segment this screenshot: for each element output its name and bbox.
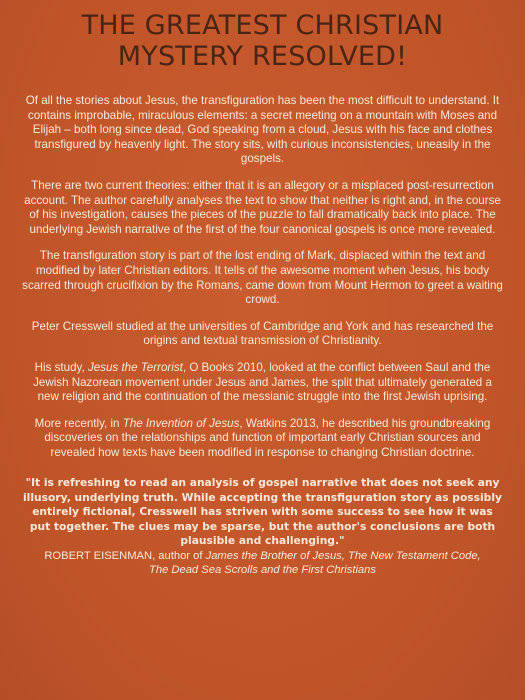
paragraph-previous-study <box>22 361 503 405</box>
paragraph-theories: There are two current theories: either that it is an allegory or a misplaced post-resurrection account. The author carefully analyses the text to show that neither is right and, in the course of his investigation, causes the pieces of the puzzle to fall dramatically back into place. The underlying Jewish narrative of the first of the four canonical gospels is once more revealed. <box>24 178 501 236</box>
endorsement-attribution <box>22 549 503 578</box>
paragraph-lost-ending: The transfiguration story is part of the lost ending of Mark, displaced within the text and modified by later Christian editors. It tells of the awesome moment when Jesus, his body scarred through crucifixion by the Romans, came down from Mount Hermon to greet a waiting crowd. <box>22 249 503 307</box>
previous-study-book-title: Jesus the Terrorist <box>87 360 183 374</box>
previous-study-text-before: His study, <box>34 360 88 374</box>
recent-work-text-before: More recently, in <box>34 416 123 430</box>
previous-study-text-after: , O Books 2010, looked at the conflict between Saul and the Jewish Nazorean movement under Jesus and James, the split that ultimately generated a new religion and the continuation of the messianic struggle into the first Jewish uprising. <box>33 360 492 404</box>
paragraph-recent-work <box>22 417 503 461</box>
endorser-works-2: The Dead Sea Scrolls and the First Christians <box>149 563 376 576</box>
headline <box>22 10 503 72</box>
endorser-works-1: James the Brother of Jesus, The New Testament Code, <box>205 549 481 562</box>
paragraph-intro: Of all the stories about Jesus, the transfiguration has been the most difficult to understand. It contains improbable, miraculous elements: a secret meeting on a mountain with Moses and Elijah – both long since dead, God speaking from a cloud, Jesus with his face and clothes transfigured by heavenly light. The story sits, with curious inconsistencies, uneasily in the gospels. <box>25 94 500 166</box>
recent-work-book-title: The Invention of Jesus <box>122 416 240 430</box>
headline-line-1: THE GREATEST CHRISTIAN <box>81 10 444 41</box>
paragraph-author-bio: Peter Cresswell studied at the universities of Cambridge and York and has researched the origins and textual transmission of Christianity. <box>31 319 494 348</box>
endorsement-quote: "It is refreshing to read an analysis of gospel narrative that does not seek any illusory, underlying truth. While accepting the transfiguration story as possibly entirely fictional, Cresswell has striven with some success to see how it was put together. The clues may be sparse, but the author's conclusions are both plausible and challenging." <box>23 476 502 548</box>
endorser-name: ROBERT EISENMAN <box>44 549 153 562</box>
headline-line-2: MYSTERY RESOLVED! <box>117 41 408 72</box>
endorser-role: , author of <box>152 549 206 562</box>
endorsement <box>22 476 503 577</box>
recent-work-text-after: , Watkins 2013, he described his groundbreaking discoveries on the relationships and function of important early Christian sources and revealed how texts have been modified in response to changing Christian doctrine. <box>44 416 491 459</box>
blurb <box>22 94 503 460</box>
